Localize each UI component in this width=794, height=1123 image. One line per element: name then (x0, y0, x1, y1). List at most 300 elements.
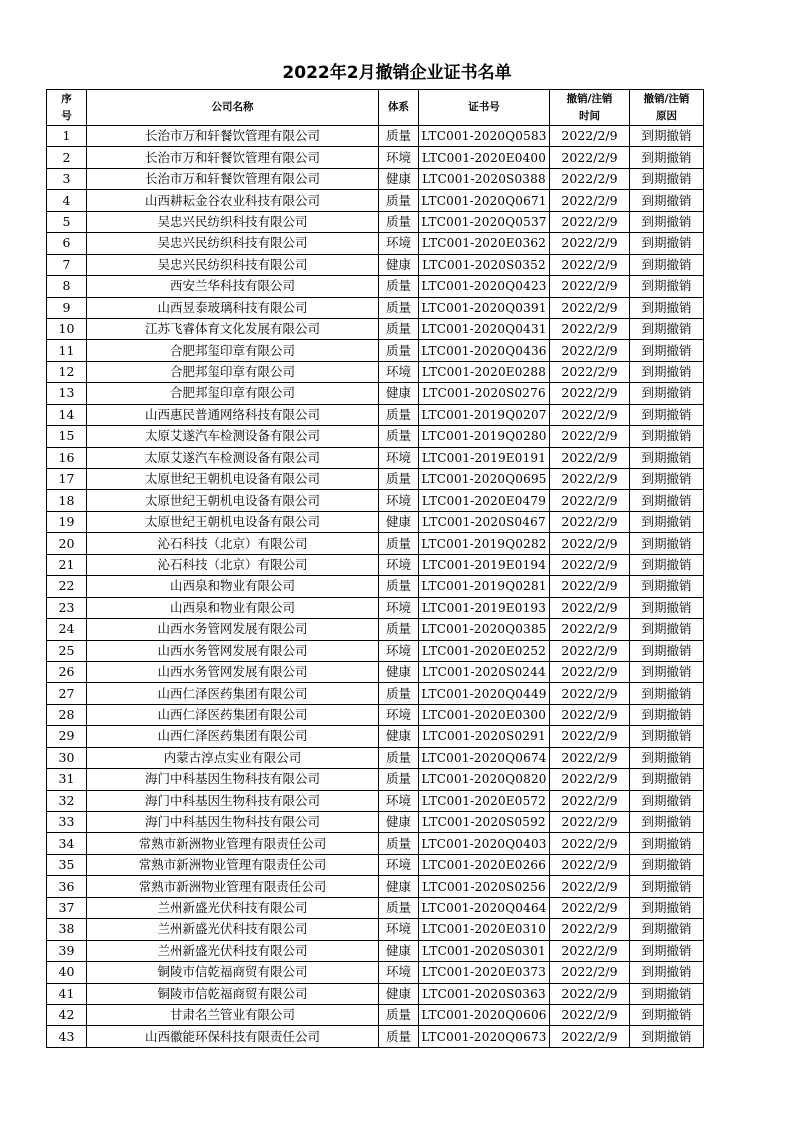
cell-system: 质量 (379, 619, 419, 640)
cell-cert: LTC001-2019Q0282 (419, 533, 550, 554)
cell-date: 2022/2/9 (550, 147, 630, 168)
cell-reason: 到期撤销 (630, 619, 704, 640)
cell-date: 2022/2/9 (550, 726, 630, 747)
cell-seq: 17 (47, 469, 87, 490)
cell-company: 山西仁泽医药集团有限公司 (87, 704, 379, 725)
cell-system: 质量 (379, 297, 419, 318)
cell-seq: 16 (47, 447, 87, 468)
cell-cert: LTC001-2020S0291 (419, 726, 550, 747)
cell-cert: LTC001-2020S0244 (419, 661, 550, 682)
cell-reason: 到期撤销 (630, 833, 704, 854)
table-row (47, 576, 704, 597)
cell-company: 吴忠兴民纺织科技有限公司 (87, 211, 379, 232)
cell-seq: 7 (47, 254, 87, 275)
table-row (47, 340, 704, 361)
cell-reason: 到期撤销 (630, 983, 704, 1004)
cell-company: 海门中科基因生物科技有限公司 (87, 769, 379, 790)
cell-date: 2022/2/9 (550, 919, 630, 940)
cell-date: 2022/2/9 (550, 533, 630, 554)
table-row (47, 661, 704, 682)
cell-reason: 到期撤销 (630, 897, 704, 918)
cell-system: 质量 (379, 533, 419, 554)
cell-cert: LTC001-2019E0193 (419, 597, 550, 618)
cell-system: 健康 (379, 511, 419, 532)
table-row (47, 168, 704, 189)
cell-cert: LTC001-2020S0467 (419, 511, 550, 532)
cell-company: 海门中科基因生物科技有限公司 (87, 790, 379, 811)
cell-seq: 40 (47, 962, 87, 983)
cell-cert: LTC001-2020E0266 (419, 854, 550, 875)
cell-system: 质量 (379, 1004, 419, 1025)
cell-date: 2022/2/9 (550, 318, 630, 339)
cell-date: 2022/2/9 (550, 447, 630, 468)
cell-reason: 到期撤销 (630, 919, 704, 940)
cell-cert: LTC001-2020E0572 (419, 790, 550, 811)
cell-company: 太原艾遂汽车检测设备有限公司 (87, 447, 379, 468)
cell-cert: LTC001-2020Q0464 (419, 897, 550, 918)
table-header-row (47, 90, 704, 126)
cell-seq: 2 (47, 147, 87, 168)
table-row (47, 619, 704, 640)
cell-system: 健康 (379, 940, 419, 961)
cell-company: 山西水务管网发展有限公司 (87, 619, 379, 640)
cell-seq: 8 (47, 276, 87, 297)
cell-reason: 到期撤销 (630, 661, 704, 682)
cell-reason: 到期撤销 (630, 168, 704, 189)
cell-company: 山西昱泰玻璃科技有限公司 (87, 297, 379, 318)
cell-cert: LTC001-2020S0256 (419, 876, 550, 897)
cell-cert: LTC001-2020Q0674 (419, 747, 550, 768)
cell-reason: 到期撤销 (630, 297, 704, 318)
cell-reason: 到期撤销 (630, 790, 704, 811)
table-row (47, 833, 704, 854)
cell-reason: 到期撤销 (630, 447, 704, 468)
cell-reason: 到期撤销 (630, 747, 704, 768)
cell-company: 常熟市新洲物业管理有限责任公司 (87, 833, 379, 854)
cell-seq: 12 (47, 361, 87, 382)
page-title: 2022年2月撤销企业证书名单 (282, 63, 512, 83)
cell-system: 质量 (379, 190, 419, 211)
cell-cert: LTC001-2020Q0391 (419, 297, 550, 318)
cell-system: 环境 (379, 361, 419, 382)
cell-reason: 到期撤销 (630, 533, 704, 554)
cell-date: 2022/2/9 (550, 361, 630, 382)
cell-seq: 11 (47, 340, 87, 361)
cell-reason: 到期撤销 (630, 876, 704, 897)
table-row (47, 404, 704, 425)
cell-seq: 15 (47, 426, 87, 447)
cell-company: 铜陵市信乾福商贸有限公司 (87, 962, 379, 983)
cell-seq: 22 (47, 576, 87, 597)
cell-cert: LTC001-2020Q0671 (419, 190, 550, 211)
cell-seq: 38 (47, 919, 87, 940)
cell-seq: 3 (47, 168, 87, 189)
table-row (47, 490, 704, 511)
cell-date: 2022/2/9 (550, 404, 630, 425)
cell-seq: 20 (47, 533, 87, 554)
cell-company: 内蒙古淳点实业有限公司 (87, 747, 379, 768)
table-row (47, 983, 704, 1004)
cell-reason: 到期撤销 (630, 704, 704, 725)
cell-cert: LTC001-2020E0479 (419, 490, 550, 511)
cell-date: 2022/2/9 (550, 511, 630, 532)
cell-date: 2022/2/9 (550, 812, 630, 833)
table-row (47, 704, 704, 725)
table-row (47, 897, 704, 918)
cell-seq: 27 (47, 683, 87, 704)
cell-date: 2022/2/9 (550, 1004, 630, 1025)
cell-reason: 到期撤销 (630, 340, 704, 361)
cell-date: 2022/2/9 (550, 769, 630, 790)
table-row (47, 190, 704, 211)
cell-cert: LTC001-2020E0288 (419, 361, 550, 382)
cell-seq: 21 (47, 554, 87, 575)
table-row (47, 361, 704, 382)
cell-seq: 4 (47, 190, 87, 211)
cell-date: 2022/2/9 (550, 640, 630, 661)
cell-seq: 25 (47, 640, 87, 661)
table-row (47, 1004, 704, 1025)
cell-cert: LTC001-2020Q0673 (419, 1026, 550, 1047)
cell-cert: LTC001-2019E0191 (419, 447, 550, 468)
cell-system: 环境 (379, 919, 419, 940)
cell-company: 兰州新盛光伏科技有限公司 (87, 919, 379, 940)
cell-date: 2022/2/9 (550, 190, 630, 211)
cell-reason: 到期撤销 (630, 640, 704, 661)
table-row (47, 126, 704, 147)
cell-seq: 29 (47, 726, 87, 747)
cell-cert: LTC001-2020S0301 (419, 940, 550, 961)
table-row (47, 297, 704, 318)
cell-company: 海门中科基因生物科技有限公司 (87, 812, 379, 833)
cell-cert: LTC001-2020Q0423 (419, 276, 550, 297)
cell-date: 2022/2/9 (550, 876, 630, 897)
cell-reason: 到期撤销 (630, 490, 704, 511)
cell-company: 兰州新盛光伏科技有限公司 (87, 897, 379, 918)
cell-reason: 到期撤销 (630, 1004, 704, 1025)
table-row (47, 747, 704, 768)
cell-reason: 到期撤销 (630, 361, 704, 382)
cell-cert: LTC001-2020Q0583 (419, 126, 550, 147)
cell-system: 健康 (379, 168, 419, 189)
cell-seq: 10 (47, 318, 87, 339)
cell-company: 山西泉和物业有限公司 (87, 576, 379, 597)
cell-system: 健康 (379, 383, 419, 404)
cell-cert: LTC001-2019Q0207 (419, 404, 550, 425)
cell-reason: 到期撤销 (630, 190, 704, 211)
cell-company: 合肥邦玺印章有限公司 (87, 340, 379, 361)
cell-seq: 33 (47, 812, 87, 833)
cell-reason: 到期撤销 (630, 276, 704, 297)
cell-system: 健康 (379, 812, 419, 833)
cell-company: 太原艾遂汽车检测设备有限公司 (87, 426, 379, 447)
cell-company: 合肥邦玺印章有限公司 (87, 361, 379, 382)
cell-seq: 37 (47, 897, 87, 918)
cell-system: 健康 (379, 726, 419, 747)
cell-system: 质量 (379, 404, 419, 425)
header-cert: 证书号 (419, 90, 550, 126)
cell-company: 吴忠兴民纺织科技有限公司 (87, 254, 379, 275)
table-row (47, 940, 704, 961)
table-row (47, 683, 704, 704)
cell-reason: 到期撤销 (630, 1026, 704, 1047)
cell-date: 2022/2/9 (550, 597, 630, 618)
cell-cert: LTC001-2020S0363 (419, 983, 550, 1004)
header-reason: 撤销/注销 原因 (630, 90, 704, 126)
cell-seq: 42 (47, 1004, 87, 1025)
cell-reason: 到期撤销 (630, 812, 704, 833)
cell-seq: 26 (47, 661, 87, 682)
table-row (47, 854, 704, 875)
cell-date: 2022/2/9 (550, 576, 630, 597)
cell-system: 质量 (379, 576, 419, 597)
cell-cert: LTC001-2019Q0281 (419, 576, 550, 597)
cell-date: 2022/2/9 (550, 704, 630, 725)
table-row (47, 276, 704, 297)
cell-system: 环境 (379, 640, 419, 661)
cell-company: 兰州新盛光伏科技有限公司 (87, 940, 379, 961)
cell-system: 质量 (379, 276, 419, 297)
table-row (47, 726, 704, 747)
cell-system: 质量 (379, 747, 419, 768)
cell-seq: 32 (47, 790, 87, 811)
cell-reason: 到期撤销 (630, 426, 704, 447)
cell-reason: 到期撤销 (630, 769, 704, 790)
cell-system: 质量 (379, 897, 419, 918)
cell-company: 长治市万和轩餐饮管理有限公司 (87, 147, 379, 168)
table-row (47, 426, 704, 447)
table-row (47, 469, 704, 490)
cell-reason: 到期撤销 (630, 726, 704, 747)
table-row (47, 919, 704, 940)
table-row (47, 511, 704, 532)
cell-seq: 5 (47, 211, 87, 232)
cell-cert: LTC001-2020S0352 (419, 254, 550, 275)
cell-date: 2022/2/9 (550, 747, 630, 768)
header-company: 公司名称 (87, 90, 379, 126)
cell-date: 2022/2/9 (550, 1026, 630, 1047)
cell-reason: 到期撤销 (630, 597, 704, 618)
cell-system: 环境 (379, 790, 419, 811)
cell-reason: 到期撤销 (630, 469, 704, 490)
table-row (47, 812, 704, 833)
cell-seq: 19 (47, 511, 87, 532)
cell-company: 常熟市新洲物业管理有限责任公司 (87, 876, 379, 897)
cell-company: 沁石科技（北京）有限公司 (87, 533, 379, 554)
cell-date: 2022/2/9 (550, 833, 630, 854)
cell-date: 2022/2/9 (550, 897, 630, 918)
cell-date: 2022/2/9 (550, 168, 630, 189)
cell-cert: LTC001-2020E0252 (419, 640, 550, 661)
cell-reason: 到期撤销 (630, 940, 704, 961)
table-body (47, 126, 704, 1048)
cell-cert: LTC001-2020E0373 (419, 962, 550, 983)
cell-seq: 43 (47, 1026, 87, 1047)
cell-date: 2022/2/9 (550, 426, 630, 447)
cell-company: 甘肃名兰管业有限公司 (87, 1004, 379, 1025)
cell-company: 山西徽能环保科技有限责任公司 (87, 1026, 379, 1047)
cell-date: 2022/2/9 (550, 983, 630, 1004)
cell-date: 2022/2/9 (550, 790, 630, 811)
cell-reason: 到期撤销 (630, 126, 704, 147)
cell-cert: LTC001-2020S0276 (419, 383, 550, 404)
cell-seq: 13 (47, 383, 87, 404)
cell-cert: LTC001-2020Q0820 (419, 769, 550, 790)
cell-reason: 到期撤销 (630, 211, 704, 232)
cell-company: 长治市万和轩餐饮管理有限公司 (87, 126, 379, 147)
cell-reason: 到期撤销 (630, 854, 704, 875)
cell-cert: LTC001-2020S0388 (419, 168, 550, 189)
cell-reason: 到期撤销 (630, 576, 704, 597)
cell-cert: LTC001-2020E0362 (419, 233, 550, 254)
cell-cert: LTC001-2020E0400 (419, 147, 550, 168)
cell-system: 环境 (379, 147, 419, 168)
cell-cert: LTC001-2020Q0431 (419, 318, 550, 339)
cell-seq: 28 (47, 704, 87, 725)
cell-reason: 到期撤销 (630, 383, 704, 404)
cell-date: 2022/2/9 (550, 297, 630, 318)
table-row (47, 318, 704, 339)
cell-company: 西安兰华科技有限公司 (87, 276, 379, 297)
table-row (47, 233, 704, 254)
cell-date: 2022/2/9 (550, 340, 630, 361)
cell-company: 江苏飞睿体育文化发展有限公司 (87, 318, 379, 339)
cell-reason: 到期撤销 (630, 318, 704, 339)
cell-cert: LTC001-2020Q0537 (419, 211, 550, 232)
table-row (47, 447, 704, 468)
cell-reason: 到期撤销 (630, 683, 704, 704)
table-row (47, 147, 704, 168)
cell-company: 山西仁泽医药集团有限公司 (87, 726, 379, 747)
table-row (47, 1026, 704, 1047)
cell-company: 山西仁泽医药集团有限公司 (87, 683, 379, 704)
cell-seq: 18 (47, 490, 87, 511)
cell-seq: 14 (47, 404, 87, 425)
table-row (47, 962, 704, 983)
cell-cert: LTC001-2019Q0280 (419, 426, 550, 447)
cell-system: 健康 (379, 661, 419, 682)
table-row (47, 254, 704, 275)
cell-system: 环境 (379, 490, 419, 511)
cell-reason: 到期撤销 (630, 254, 704, 275)
cell-date: 2022/2/9 (550, 854, 630, 875)
cell-reason: 到期撤销 (630, 511, 704, 532)
cell-seq: 36 (47, 876, 87, 897)
cell-system: 健康 (379, 876, 419, 897)
cell-seq: 35 (47, 854, 87, 875)
cell-cert: LTC001-2020E0300 (419, 704, 550, 725)
cell-seq: 6 (47, 233, 87, 254)
cell-company: 铜陵市信乾福商贸有限公司 (87, 983, 379, 1004)
cell-reason: 到期撤销 (630, 554, 704, 575)
cell-company: 沁石科技（北京）有限公司 (87, 554, 379, 575)
cell-company: 吴忠兴民纺织科技有限公司 (87, 233, 379, 254)
cell-cert: LTC001-2020Q0436 (419, 340, 550, 361)
cell-system: 环境 (379, 554, 419, 575)
cell-reason: 到期撤销 (630, 962, 704, 983)
cell-company: 山西惠民普通网络科技有限公司 (87, 404, 379, 425)
table-row (47, 554, 704, 575)
cell-date: 2022/2/9 (550, 254, 630, 275)
cell-company: 山西水务管网发展有限公司 (87, 640, 379, 661)
cell-seq: 34 (47, 833, 87, 854)
table-row (47, 533, 704, 554)
cell-cert: LTC001-2020Q0606 (419, 1004, 550, 1025)
table-row (47, 383, 704, 404)
cell-company: 山西泉和物业有限公司 (87, 597, 379, 618)
cell-system: 环境 (379, 597, 419, 618)
cell-system: 环境 (379, 233, 419, 254)
cell-system: 质量 (379, 426, 419, 447)
cell-date: 2022/2/9 (550, 490, 630, 511)
cell-date: 2022/2/9 (550, 661, 630, 682)
cell-seq: 9 (47, 297, 87, 318)
cell-system: 质量 (379, 318, 419, 339)
cell-system: 质量 (379, 211, 419, 232)
cell-system: 质量 (379, 683, 419, 704)
cell-cert: LTC001-2019E0194 (419, 554, 550, 575)
header-seq: 序 号 (47, 90, 87, 126)
cell-date: 2022/2/9 (550, 940, 630, 961)
cell-date: 2022/2/9 (550, 383, 630, 404)
cell-company: 太原世纪王朝机电设备有限公司 (87, 469, 379, 490)
revocation-table (46, 89, 704, 1048)
cell-date: 2022/2/9 (550, 233, 630, 254)
cell-system: 健康 (379, 254, 419, 275)
cell-date: 2022/2/9 (550, 276, 630, 297)
cell-cert: LTC001-2020Q0385 (419, 619, 550, 640)
cell-date: 2022/2/9 (550, 962, 630, 983)
cell-date: 2022/2/9 (550, 554, 630, 575)
cell-system: 质量 (379, 469, 419, 490)
cell-system: 环境 (379, 704, 419, 725)
cell-system: 质量 (379, 126, 419, 147)
cell-company: 太原世纪王朝机电设备有限公司 (87, 511, 379, 532)
cell-company: 长治市万和轩餐饮管理有限公司 (87, 168, 379, 189)
cell-seq: 23 (47, 597, 87, 618)
cell-company: 常熟市新洲物业管理有限责任公司 (87, 854, 379, 875)
cell-reason: 到期撤销 (630, 233, 704, 254)
cell-cert: LTC001-2020Q0449 (419, 683, 550, 704)
cell-system: 质量 (379, 1026, 419, 1047)
cell-system: 质量 (379, 340, 419, 361)
cell-company: 合肥邦玺印章有限公司 (87, 383, 379, 404)
cell-cert: LTC001-2020E0310 (419, 919, 550, 940)
cell-seq: 1 (47, 126, 87, 147)
cell-company: 山西水务管网发展有限公司 (87, 661, 379, 682)
cell-system: 健康 (379, 983, 419, 1004)
cell-cert: LTC001-2020Q0403 (419, 833, 550, 854)
cell-date: 2022/2/9 (550, 211, 630, 232)
cell-system: 质量 (379, 833, 419, 854)
table-row (47, 640, 704, 661)
cell-date: 2022/2/9 (550, 126, 630, 147)
cell-seq: 39 (47, 940, 87, 961)
table-row (47, 597, 704, 618)
cell-reason: 到期撤销 (630, 404, 704, 425)
cell-cert: LTC001-2020S0592 (419, 812, 550, 833)
header-system: 体系 (379, 90, 419, 126)
table-row (47, 876, 704, 897)
cell-company: 太原世纪王朝机电设备有限公司 (87, 490, 379, 511)
table-row (47, 211, 704, 232)
header-date: 撤销/注销 时间 (550, 90, 630, 126)
cell-seq: 24 (47, 619, 87, 640)
cell-seq: 31 (47, 769, 87, 790)
cell-date: 2022/2/9 (550, 619, 630, 640)
cell-system: 环境 (379, 962, 419, 983)
table-row (47, 790, 704, 811)
